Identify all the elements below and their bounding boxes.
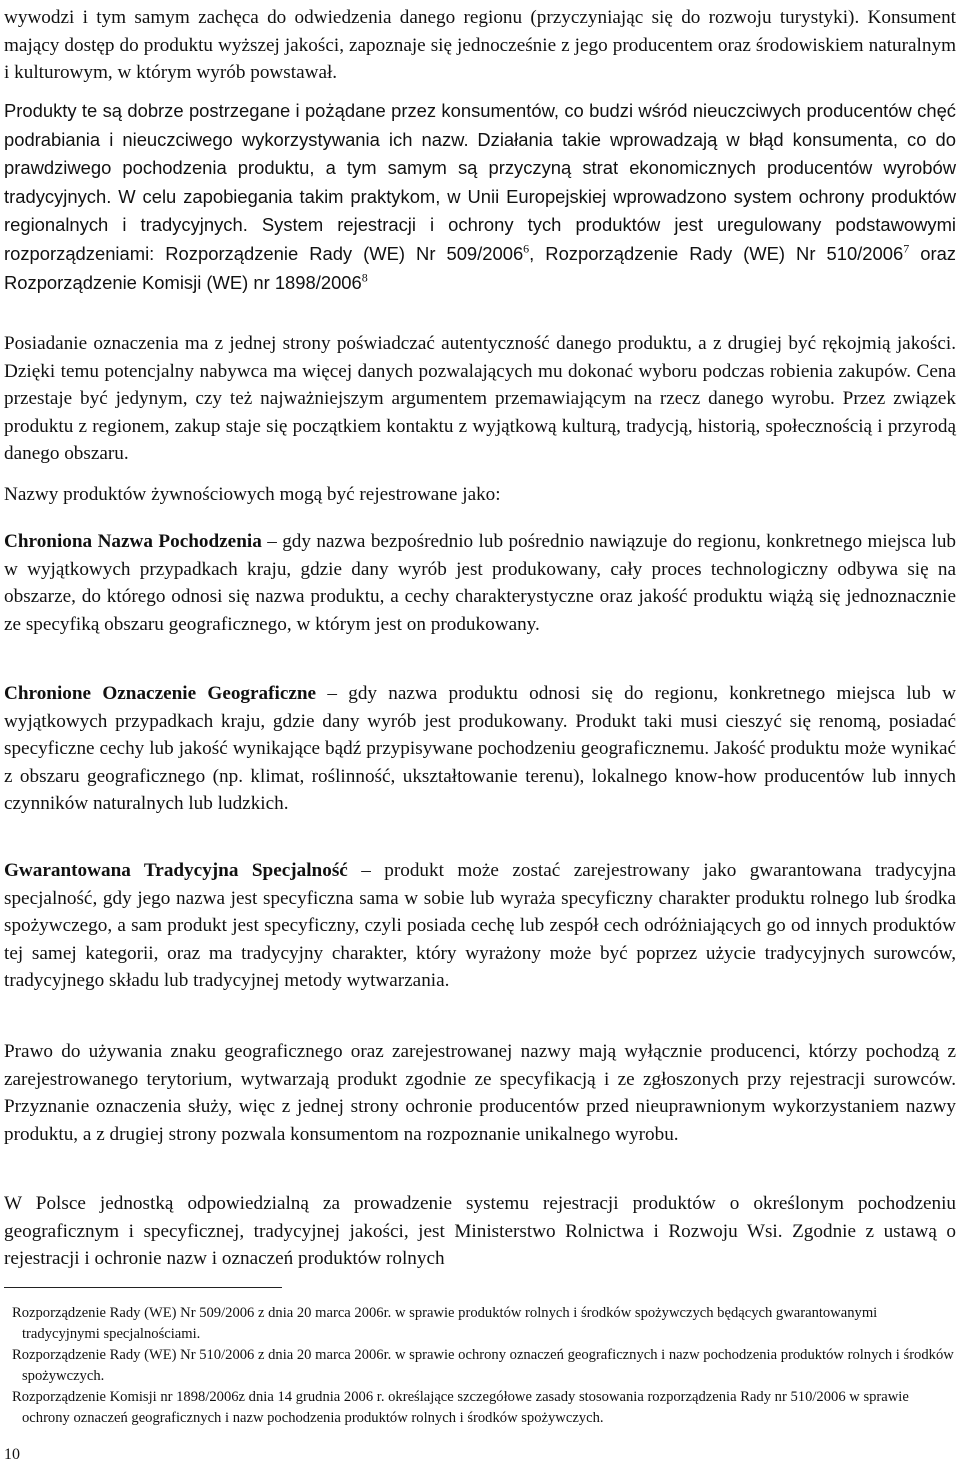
definition-text-tsg: – produkt może zostać zarejestrowany jako gwarantowana tradycyjna specjalność, gdy jego nazwa jest specyficzna sama w sobie lub wyraża specyficzny charakter produktu rolnego lub środka spożywczego, a sam produkt jest specyficzny, czyli posiada cechę lub zespół cech odróżniających go od innych produktów tej samej kategorii, oraz ma tradycyjny charakter, który wyrażony może być poprzez użycie tradycyjnych surowców, tradycyjnego składu lub tradycyjnej metody wytwarzania. [4,860,956,992]
footnote-ref-7[interactable]: 7 [903,241,910,256]
paragraph-counterfeiting-lead: Produkty te są dobrze postrzegane i pożądane przez konsumentów, co budzi wśród nieuczciwych producentów chęć podrabiania i nieuczciwego wykorzystywania ich nazw. [4,100,956,150]
footnote-6 [4,1298,956,1344]
paragraph-poland-authority: W Polsce jednostką odpowiedzialną za prowadzenie systemu rejestracji produktów o określonym pochodzeniu geograficznym i specyficznej, tradycyjnej jakości, jest Ministerstwo Rolnictwa i Rozwoju Wsi. Zgodnie z ustawą o rejestracji i ochronie nazw i oznaczeń produktów rolnych [4,1193,956,1270]
paragraph-usage-rights: Prawo do używania znaku geograficznego oraz zarejestrowanej nazwy mają wyłącznie producenci, którzy pochodzą z zarejestrowanego terytorium, wytwarzają produkt zgodnie ze specyfikacją i ze zgłoszonych przy rejestracji surowców. Przyznanie oznaczenia służy, więc z jednej strony ochronie producentów przed nieuprawnionym wykorzystaniem nazwy produktu, a z drugiej strony pozwala konsumentom na rozpoznanie unikalnego wyrobu. [4,1041,956,1145]
footnote-ref-6[interactable]: 6 [523,241,530,256]
page-number: 10 [4,1446,20,1463]
footnote-separator [4,1287,282,1288]
paragraph-counterfeiting-body-2: , Rozporządzenie Rady (WE) Nr 510/2006 [529,242,904,264]
definition-term-tsg: Gwarantowana Tradycyjna Specjalność [4,860,348,881]
footnote-8 [4,1382,956,1428]
paragraph-counterfeiting [4,97,956,297]
definition-pgi [4,680,956,818]
paragraph-registration-intro: Nazwy produktów żywnościowych mogą być rejestrowane jako: [4,484,501,505]
definition-term-pgi: Chronione Oznaczenie Geograficzne [4,683,317,704]
paragraph-certification: Posiadanie oznaczenia ma z jednej strony poświadczać autentyczność danego produktu, a z drugiej być rękojmią jakości. Dzięki temu potencjalny nabywca ma więcej danych pozwalających mu dokonać wyboru podczas robienia zakupów. Cena przestaje być jedynym, czy też najważniejszym argumentem przemawiającym na rzecz danego wyrobu. Przez związek produktu z regionem, zakup staje się początkiem kontaktu z wyjątkową kulturą, tradycją, historią, społecznością i przyrodą danego obszaru. [4,333,956,465]
definition-text-pgi: – gdy nazwa produktu odnosi się do regionu, konkretnego miejsca lub w wyjątkowych przypadkach kraju, gdzie dany wyrób jest produkowany. Produkt taki musi cieszyć się renomą, posiadać specyficzne cechy lub jakość wynikające bądź przypisywane pochodzeniu geograficznemu. Jakość produktu może wynikać z obszaru geograficznego (np. klimat, roślinność, ukształtowanie terenu), lokalnego know-how producentów lub innych czynników naturalnych lub ludzkich. [4,683,956,815]
paragraph-counterfeiting-body: Działania takie wprowadzają w błąd konsumenta, co do prawdziwego pochodzenia produktu, a tym samym są przyczyną strat ekonomicznych producentów wyrobów tradycyjnych. W celu zapobiegania takim praktykom, w Unii Europejskiej wprowadzono system ochrony produktów regionalnych i tradycyjnych. System rejestracji i ochrony tych produktów jest uregulowany podstawowymi rozporządzeniami: Rozporządzenie Rady (WE) Nr 509/2006 [4,128,957,264]
footnote-7 [4,1340,956,1386]
definition-tsg [4,857,956,995]
footnote-text: Rozporządzenie Rady (WE) Nr 510/2006 z dnia 20 marca 2006r. w sprawie ochrony oznaczeń geograficznych i nazw pochodzenia produktów rolnych i środków spożywczych. [12,1347,954,1384]
definition-term-pdo: Chroniona Nazwa Pochodzenia [4,531,262,552]
definition-pdo [4,528,956,638]
definition-text-pdo: – gdy nazwa bezpośrednio lub pośrednio nawiązuje do regionu, konkretnego miejsca lub w wyjątkowych przypadkach kraju, gdzie dany wyrób jest produkowany, cały proces technologiczny odbywa się na obszarze, do którego odnosi się nazwa produktu, a cechy charakterystyczne oraz jakość produktu wiążą się jednoznacznie ze specyfiką obszaru geograficznego, w którym jest on produkowany. [4,531,957,635]
footnote-text: Rozporządzenie Rady (WE) Nr 509/2006 z dnia 20 marca 2006r. w sprawie produktów rolnych i środków spożywczych będących gwarantowanymi tradycyjnymi specjalnościami. [12,1305,878,1342]
paragraph-counterfeiting-body-3: oraz Rozporządzenie Komisji (WE) nr 1898/2006 [4,242,956,293]
footnote-text: Rozporządzenie Komisji nr 1898/2006z dnia 14 grudnia 2006 r. określające szczegółowe zasady stosowania rozporządzenia Rady nr 510/2006 w sprawie ochrony oznaczeń geograficznych i nazw pochodzenia produktów rolnych i środków spożywczych. [12,1389,909,1426]
footnote-ref-8[interactable]: 8 [361,270,368,285]
paragraph-intro-continued: wywodzi i tym samym zachęca do odwiedzenia danego regionu (przyczyniając się do rozwoju turystyki). Konsument mający dostęp do produktu wyższej jakości, zapoznaje się jednocześnie z jego producentem oraz środowiskiem naturalnym i kulturowym, w którym wyrób powstawał. [4,7,956,84]
